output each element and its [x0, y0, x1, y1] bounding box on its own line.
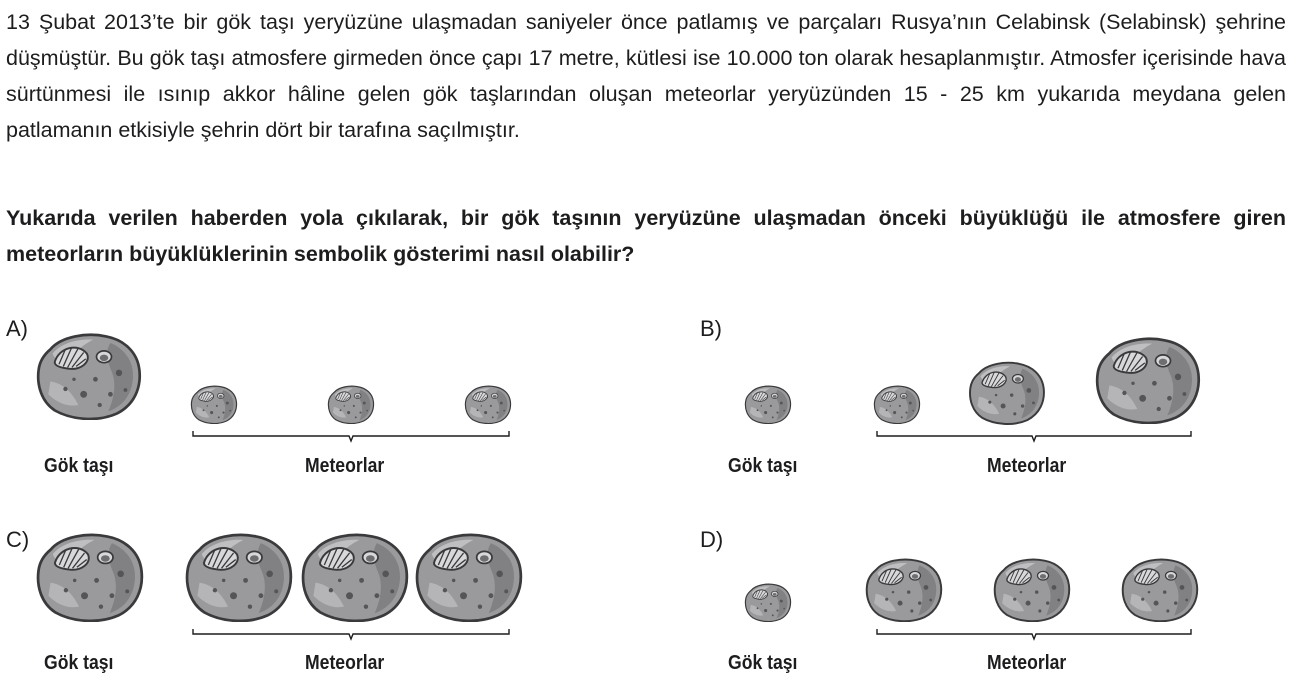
meteor-rock-icon	[968, 359, 1046, 425]
option-letter: C)	[6, 527, 30, 552]
option-letter: B)	[700, 316, 722, 341]
option-letter: A)	[6, 316, 28, 341]
gok-tasi-label: Gök taşı	[728, 652, 798, 674]
meteor-rock-icon	[327, 384, 375, 424]
meteorlar-label: Meteorlar	[305, 455, 385, 477]
meteor-rock-icon	[744, 582, 792, 622]
meteor-rock-icon	[300, 530, 410, 622]
meteor-rock-icon	[414, 530, 524, 622]
curly-brace-icon	[876, 628, 1192, 640]
meteor-rock-icon	[992, 556, 1072, 622]
meteor-rock-icon	[35, 330, 143, 420]
curly-brace-icon	[192, 628, 510, 640]
meteor-rock-icon	[744, 384, 792, 424]
meteor-rock-icon	[190, 384, 238, 424]
gok-tasi-label: Gök taşı	[44, 652, 114, 674]
gok-tasi-label: Gök taşı	[44, 455, 114, 477]
meteor-rock-icon	[1094, 334, 1202, 424]
news-passage: 13 Şubat 2013’te bir gök taşı yeryüzüne ulaşmadan saniyeler önce patlamış ve parçaları Rusya’nın Celabinsk (Selabinsk) şehrine düşmüştür. Bu gök taşı atmosfere girmeden önce çapı 17 metre, kütlesi ise 10.000 ton olarak hesaplanmıştır. Atmosfer içerisinde hava sürtünmesi ile ısınıp akkor hâline gelen gök taşlarından oluşan meteorlar yeryüzünden 15 - 25 km yukarıda meydana gelen patlamanın etkisiyle şehrin dört bir tarafına saçılmıştır.	[6, 10, 1286, 142]
question-stem: Yukarıda verilen haberden yola çıkılarak, bir gök taşının yeryüzüne ulaşmadan önceki büyüklüğü ile atmosfere giren meteorların büyüklüklerinin sembolik gösterimi nasıl olabilir?	[6, 206, 1286, 266]
meteorlar-label: Meteorlar	[305, 652, 385, 674]
option-letter: D)	[700, 527, 724, 552]
meteor-rock-icon	[464, 384, 512, 424]
meteor-rock-icon	[1120, 556, 1200, 622]
curly-brace-icon	[876, 430, 1192, 442]
meteor-rock-icon	[864, 556, 944, 622]
curly-brace-icon	[192, 430, 510, 442]
meteorlar-label: Meteorlar	[987, 455, 1067, 477]
meteor-rock-icon	[184, 530, 294, 622]
meteorlar-label: Meteorlar	[987, 652, 1067, 674]
gok-tasi-label: Gök taşı	[728, 455, 798, 477]
meteor-rock-icon	[35, 530, 145, 622]
meteor-rock-icon	[873, 384, 921, 424]
